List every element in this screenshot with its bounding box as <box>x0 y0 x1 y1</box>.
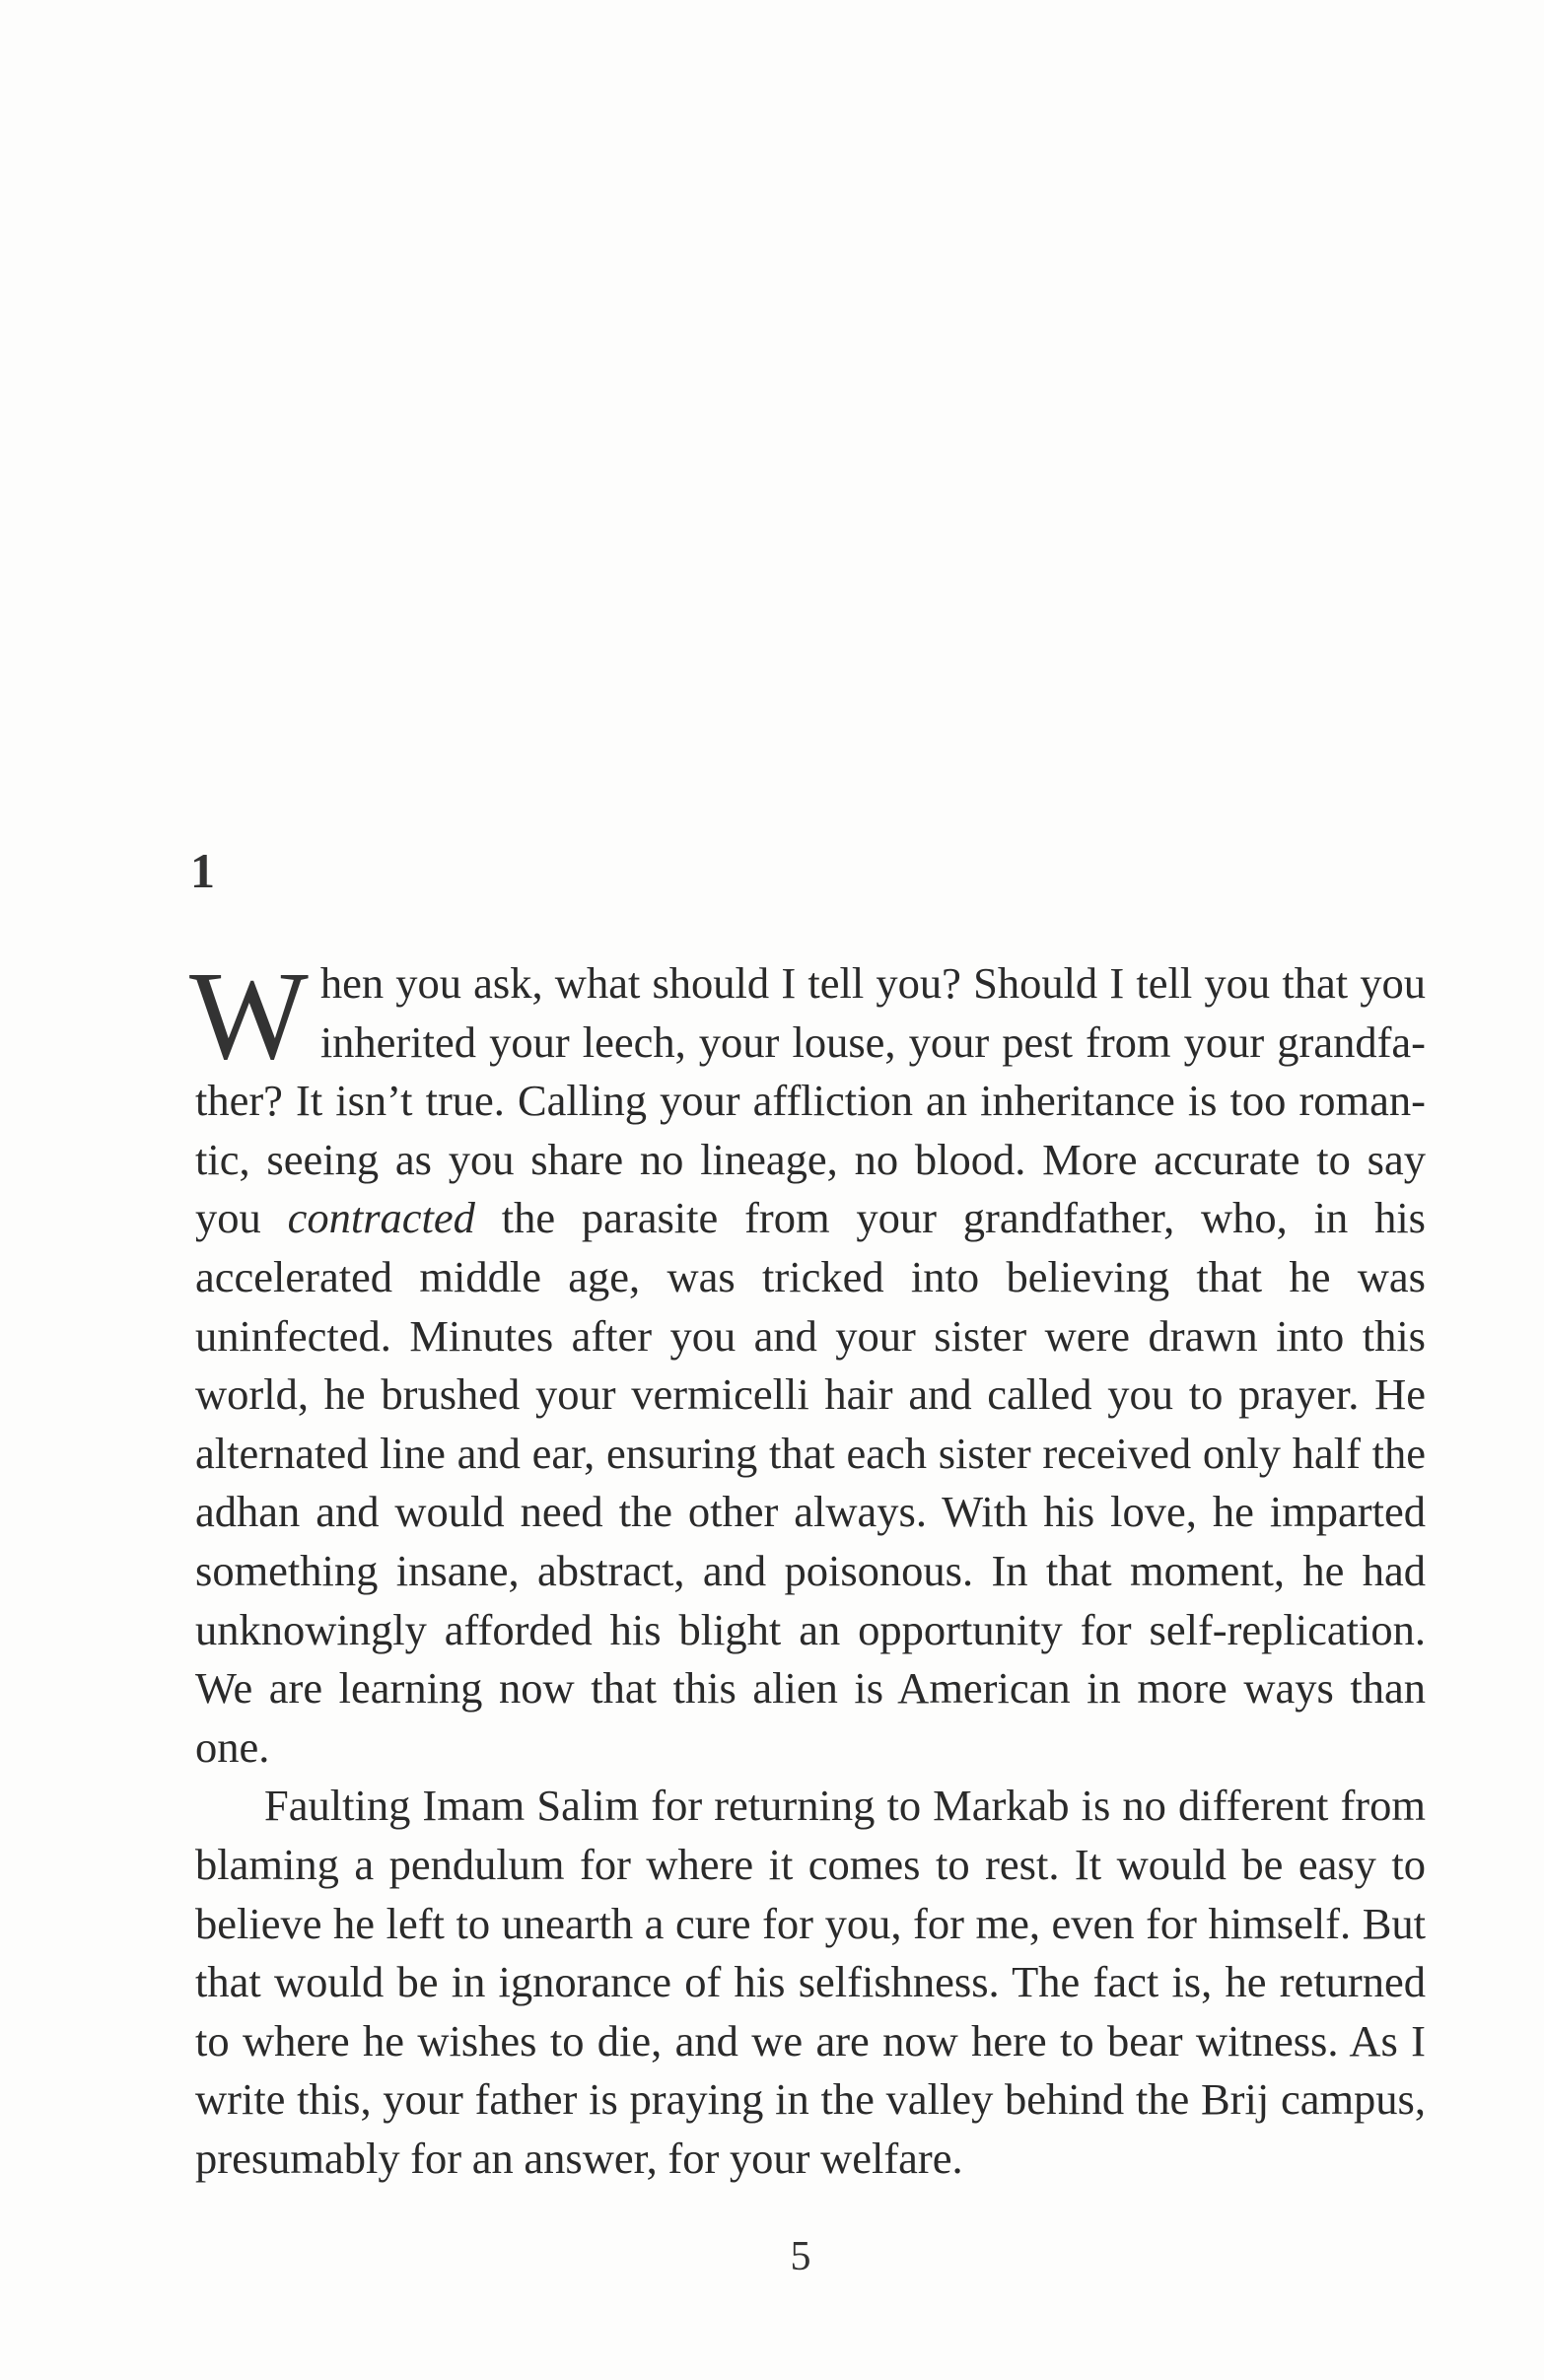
page-number: 5 <box>790 2234 811 2279</box>
paragraph-2 <box>195 1777 1426 2188</box>
body-text <box>189 945 1426 2188</box>
drop-cap: W <box>189 945 305 1085</box>
chapter-number: 1 <box>190 843 215 898</box>
paragraph-1 <box>189 945 1426 1777</box>
paragraph-2-text: Faulting Imam Salim for returning to Markab is no different from blaming a pendulum for where it comes to rest. It would be easy to believe he left to unearth a cure for you, for me, even for himself. But that would be in ignorance of his selfishness. The fact is, he returned to where he wishes to die, and we are now here to bear witness. As I write this, your father is praying in the valley behind the Brij campus, presumably for an answer, for your welfare. <box>195 1781 1426 2183</box>
paragraph-1-part-2: the parasite from your grandfather, who, in his accelerated middle age, was tricked into believing that he was uninfected. Minutes after you and your sister were drawn into this world, he brushed your vermicelli hair and called you to prayer. He alternated line and ear, ensuring that each sister received only half the adhan and would need the other always. With his love, he imparted something insane, abstract, and poisonous. In that moment, he had unknowingly afforded his blight an opportunity for self-replication. We are learning now that this alien is American in more ways than one. <box>195 1193 1426 1772</box>
paragraph-1-part-1: hen you ask, what should I tell you? Should I tell you that you inherited your leech, your louse, your pest from your grandfather? It isn’t true. Calling your affliction an inheritance is too romantic, seeing as you share no lineage, no blood. More accurate to say you <box>195 958 1426 1243</box>
italic-word: contracted <box>287 1193 475 1243</box>
